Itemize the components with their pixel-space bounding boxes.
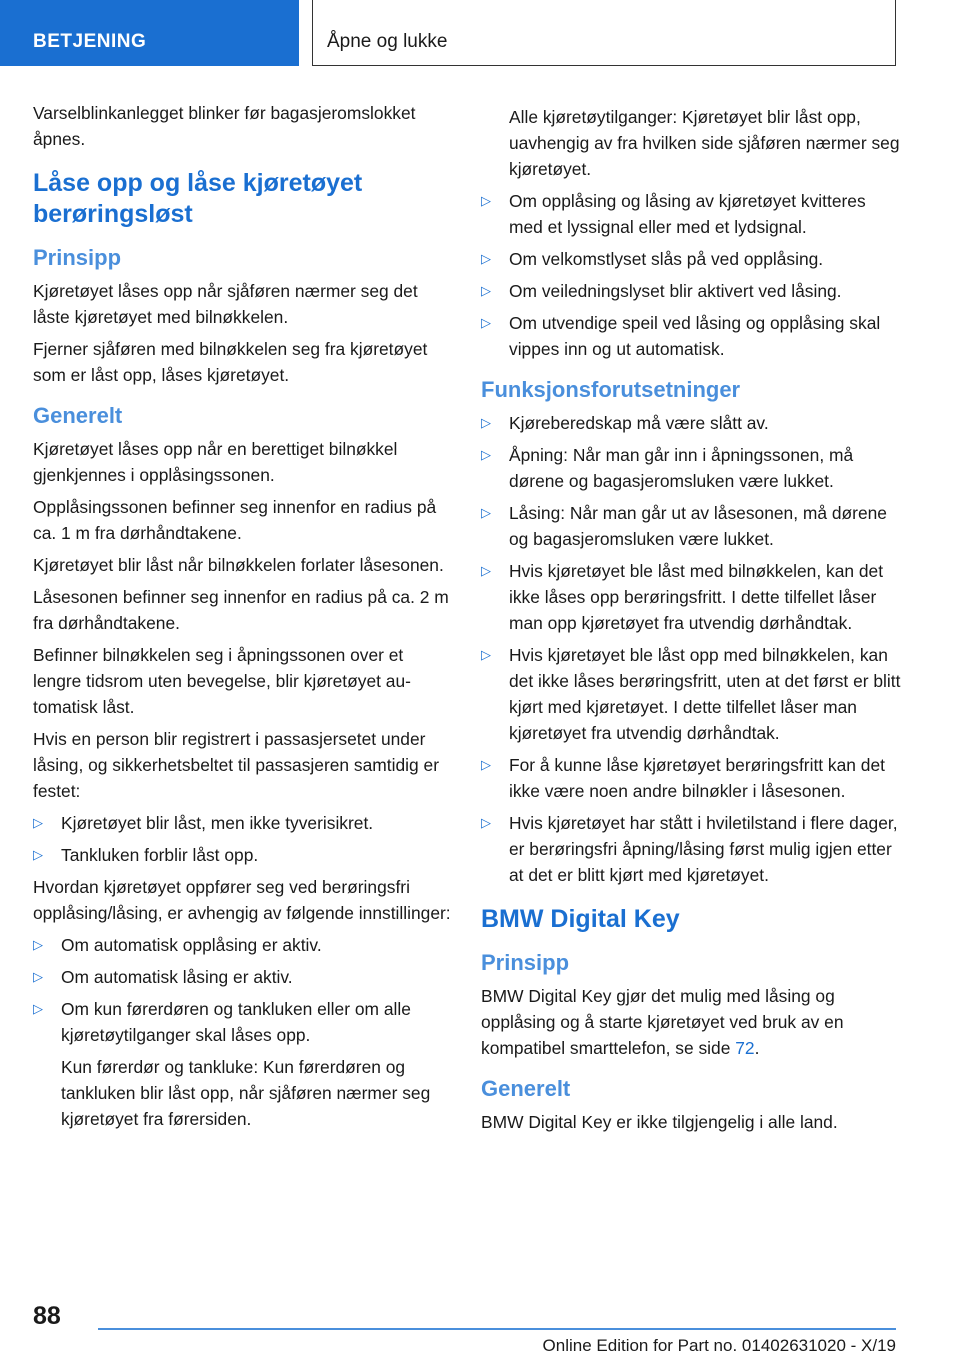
list-item: ▷ Åpning: Når man går inn i åpningssonen, må dørene og bagasjeromsluken være lukket. (481, 442, 901, 494)
triangle-bullet-icon: ▷ (481, 415, 491, 430)
dk-prinsipp-heading: Prinsipp (481, 950, 570, 975)
triangle-bullet-icon: ▷ (33, 815, 43, 830)
triangle-bullet-icon: ▷ (33, 1001, 43, 1016)
paragraph: Befinner bilnøkkelen seg i åpningssonen over et lengre tidsrom uten bevegelse, blir kjøretøyet automatisk låst. (33, 645, 411, 717)
list-item: ▷ Om veiledningslyset blir aktivert ved låsing. (481, 278, 901, 304)
list-item: ▷ Om velkomstlyset slås på ved opplåsing. (481, 246, 901, 272)
page-reference-link[interactable]: 72 (735, 1038, 755, 1058)
chapter-title: Åpne og lukke (312, 0, 896, 66)
paragraph: BMW Digital Key er ikke tilgjengelig i alle land. (481, 1112, 838, 1132)
triangle-bullet-icon: ▷ (481, 283, 491, 298)
left-column (33, 100, 451, 1138)
dk-generelt-heading: Generelt (481, 1076, 571, 1101)
list-item: ▷ Om opplåsing og låsing av kjøretøyet kvitteres med et lyssignal eller med et lydsignal. (481, 188, 901, 240)
triangle-bullet-icon: ▷ (481, 815, 491, 830)
intro-text: Varselblinkanlegget blinker før bagasjeromslokket åpnes. (33, 103, 416, 149)
list-item: ▷ Om utvendige speil ved låsing og opplåsing skal vippes inn og ut automatisk. (481, 310, 901, 362)
paragraph: Opplåsingssonen befinner seg innenfor en radius på ca. 1 m fra dørhåndtakene. (33, 497, 437, 543)
list-item: ▷ Hvis kjøretøyet ble låst opp med bilnøkkelen, kan det ikke låses berøringsfritt, uten at det først er blitt kjørt med kjøretøyet. I dette tilfellet låser man kjøretøyet fra utvendig dørhåndtak. (481, 642, 901, 746)
list-item: ▷ Om kun førerdøren og tankluken eller om alle kjøretøytilganger skal låses opp. (33, 996, 451, 1048)
funksjon-heading: Funksjonsforutsetninger (481, 377, 741, 402)
paragraph: Kjøretøyet blir låst når bilnøkkelen forlater låsesonen. (33, 555, 444, 575)
page-number: 88 (33, 1302, 61, 1330)
right-column (481, 104, 901, 1141)
list-item: ▷ Om automatisk låsing er aktiv. (33, 964, 451, 990)
paragraph: Kjøretøyet låses opp når sjåføren nærmer seg det låste kjøretøyet med bilnøkkelen. (33, 281, 418, 327)
list-item: ▷ Hvis kjøretøyet ble låst med bilnøkkelen, kan det ikke låses opp berøringsfritt. I dette tilfellet låser man opp kjøretøyet fra utvendig dørhåndtak. (481, 558, 901, 636)
list-item: ▷ Tankluken forblir låst opp. (33, 842, 451, 868)
triangle-bullet-icon: ▷ (481, 505, 491, 520)
triangle-bullet-icon: ▷ (481, 647, 491, 662)
list-item: ▷ Hvis kjøretøyet har stått i hviletilstand i flere dager, er berøringsfri åpning/låsing først mulig igjen etter at det er blitt kjørt med kjøretøyet. (481, 810, 901, 888)
generelt-heading: Generelt (33, 403, 123, 428)
sub-paragraph: Kun førerdør og tankluke: Kun førerdøren og tankluken blir låst opp, når sjåføren nærmer seg kjøretøyet fra førersiden. (61, 1057, 431, 1129)
triangle-bullet-icon: ▷ (481, 315, 491, 330)
triangle-bullet-icon: ▷ (33, 969, 43, 984)
list-item: ▷ For å kunne låse kjøretøyet berøringsfritt kan det ikke være noen andre bilnøkler i låsesonen. (481, 752, 901, 804)
paragraph: Fjerner sjåføren med bilnøkkelen seg fra kjøretøyet som er låst opp, låses kjøretøyet. (33, 339, 428, 385)
paragraph: Låsesonen befinner seg innenfor en radius på ca. 2 m fra dørhåndtakene. (33, 587, 449, 633)
edition-text: Online Edition for Part no. 01402631020 - X/19 (542, 1336, 896, 1355)
paragraph: Hvordan kjøretøyet oppfører seg ved berøringsfri opplåsing/låsing, er avhengig av følgende innstillinger: (33, 877, 451, 923)
list-item: ▷ Kjøretøyet blir låst, men ikke tyverisikret. (33, 810, 451, 836)
list-item: ▷ Kjøreberedskap må være slått av. (481, 410, 901, 436)
triangle-bullet-icon: ▷ (481, 193, 491, 208)
sub-paragraph: Alle kjøretøytilganger: Kjøretøyet blir låst opp, uavhengig av fra hvilken side sjåføren nærmer seg kjøretøyet. (509, 107, 900, 179)
bullet-list (481, 410, 901, 888)
triangle-bullet-icon: ▷ (33, 937, 43, 952)
list-item: ▷ Låsing: Når man går ut av låsesonen, må dørene og bagasjeromsluken være lukket. (481, 500, 901, 552)
section-tab: BETJENING (0, 0, 299, 66)
paragraph: Kjøretøyet låses opp når en berettiget bilnøkkel gjenkjennes i opplåsingssonen. (33, 439, 398, 485)
paragraph: Hvis en person blir registrert i passasjersetet under låsing, og sikkerhetsbeltet til passasjeren samtidig er festet: (33, 729, 439, 801)
triangle-bullet-icon: ▷ (481, 757, 491, 772)
bullet-list (33, 932, 451, 1048)
section-title: Låse opp og låse kjøretøyet berøringsløst (33, 169, 363, 228)
bullet-list (33, 810, 451, 868)
triangle-bullet-icon: ▷ (481, 447, 491, 462)
triangle-bullet-icon: ▷ (481, 563, 491, 578)
triangle-bullet-icon: ▷ (33, 847, 43, 862)
list-item: ▷ Om automatisk opplåsing er aktiv. (33, 932, 451, 958)
triangle-bullet-icon: ▷ (481, 251, 491, 266)
prinsipp-heading: Prinsipp (33, 245, 122, 270)
paragraph: BMW Digital Key gjør det mulig med låsing og opplåsing og å starte kjøretøyet ved bruk av en kompatibel smarttelefon, se side 72. (481, 986, 844, 1058)
bullet-list (481, 188, 901, 362)
footer-divider (98, 1328, 896, 1330)
digital-key-title: BMW Digital Key (481, 905, 680, 933)
